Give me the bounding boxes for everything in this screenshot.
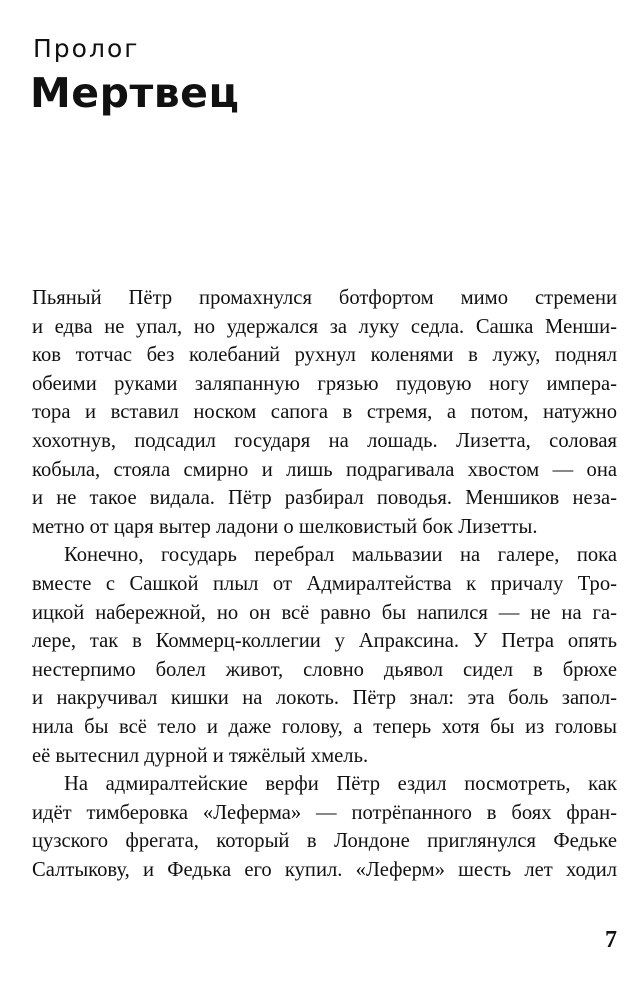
text-line: вместе с Сашкой плыл от Адмиралтейства к причалу Тро- [32,572,617,595]
text-line: Конечно, государь перебрал мальвазии на галере, пока [64,544,617,567]
body-text [32,284,617,884]
text-line: тора и вставил носком сапога в стремя, а потом, натужно [32,401,617,424]
text-line: На адмиралтейские верфи Пётр ездил посмотреть, как [64,773,617,796]
text-line: метно от царя вытер ладони о шелковистый бок Лизетты. [32,515,538,538]
text-line: хохотнув, подсадил государя на лошадь. Лизетта, соловая [32,429,617,452]
text-line: нестерпимо болел живот, словно дьявол сидел в брюхе [32,658,617,681]
text-line: обеими руками заляпанную грязью пудовую ногу импера- [32,372,617,395]
text-line: и не такое видала. Пётр разбирал поводья. Меншиков неза- [32,487,617,510]
text-line: Пьяный Пётр промахнулся ботфортом мимо стремени [32,287,617,309]
text-line: и накручивал кишки на локоть. Пётр знал: эта боль запол- [32,687,617,710]
paragraph-2 [32,541,617,770]
text-line: Салтыкову, и Федька его купил. «Леферм» шесть лет ходил [32,858,617,881]
text-line: кобыла, стояла смирно и лишь подрагивала хвостом — она [32,458,617,481]
text-line: ков тотчас без колебаний рухнул коленями в лужу, поднял [32,344,617,367]
text-line: её вытеснил дурной и тяжёлый хмель. [32,744,369,767]
paragraph-3 [32,770,617,884]
text-line: нила бы всё тело и даже голову, а теперь хотя бы из головы [32,715,617,738]
section-kicker: Пролог [33,34,140,63]
page-number: 7 [605,927,617,953]
text-line: лере, так в Коммерц-коллегии у Апраксина. У Петра опять [32,630,617,653]
text-line: идёт тимберовка «Леферма» — потрёпанного в боях фран- [32,801,617,824]
text-line: и едва не упал, но удержался за луку седла. Сашка Менши- [32,315,617,338]
text-line: цузского фрегата, который в Лондоне приглянулся Федьке [32,830,617,853]
paragraph-1 [32,284,617,541]
chapter-title: Мертвец [30,69,240,117]
text-line: ицкой набережной, но он всё равно бы напился — не на га- [32,601,617,624]
